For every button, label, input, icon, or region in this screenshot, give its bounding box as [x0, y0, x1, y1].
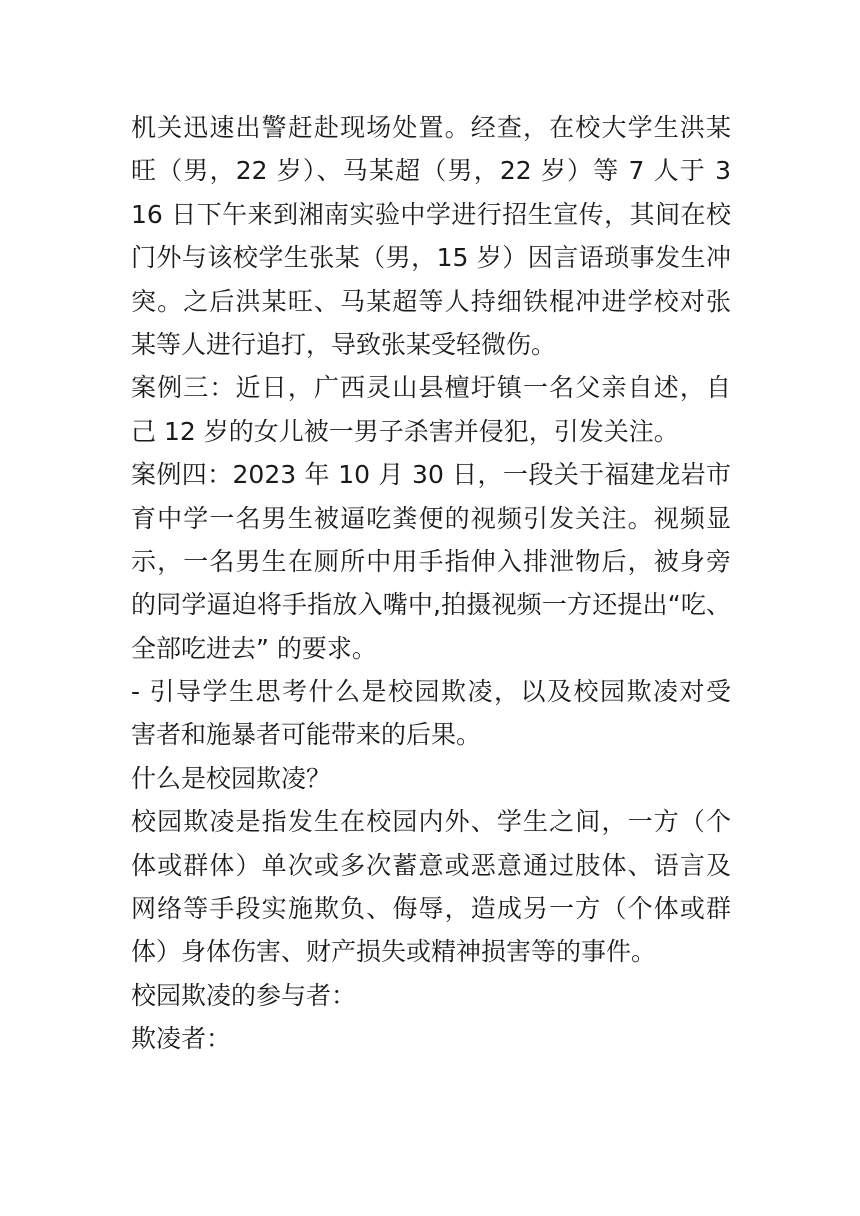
text-line: 旺（男，22 岁）、马某超（男，22 岁）等 7 人于 3: [131, 156, 731, 186]
text-line: 网络等手段实施欺负、侮辱，造成另一方（个体或群: [131, 894, 731, 924]
section-heading: 校园欺凌的参与者：: [131, 980, 357, 1010]
text-line: 己 12 岁的女儿被一男子杀害并侵犯，引发关注。: [131, 416, 679, 446]
text-line: 示，一名男生在厕所中用手指伸入排泄物后，被身旁: [131, 546, 731, 576]
text-line: 体或群体）单次或多次蓄意或恶意通过肢体、语言及: [131, 850, 731, 880]
section-heading: 欺凌者：: [131, 1024, 232, 1054]
text-line: 某等人进行追打，导致张某受轻微伤。: [131, 329, 557, 359]
text-line: - 引导学生思考什么是校园欺凌，以及校园欺凌对受: [131, 677, 731, 707]
text-line: 案例四：2023 年 10 月 30 日，一段关于福建龙岩市: [131, 460, 731, 490]
text-line: 全部吃进去” 的要求。: [131, 633, 377, 663]
text-line: 害者和施暴者可能带来的后果。: [131, 720, 482, 750]
text-line: 门外与该校学生张某（男，15 岁）因言语琐事发生冲: [131, 243, 731, 273]
text-line: 突。之后洪某旺、马某超等人持细铁棍冲进学校对张: [131, 286, 731, 316]
text-line: 体）身体伤害、财产损失或精神损害等的事件。: [131, 937, 657, 967]
document-body: [131, 106, 731, 1061]
text-line: 机关迅速出警赶赴现场处置。经查，在校大学生洪某: [131, 113, 731, 142]
text-line: 16 日下午来到湘南实验中学进行招生宣传，其间在校: [131, 199, 731, 229]
section-heading: 什么是校园欺凌？: [131, 763, 332, 793]
text-line: 育中学一名男生被逼吃粪便的视频引发关注。视频显: [131, 503, 731, 533]
text-line: 校园欺凌是指发生在校园内外、学生之间，一方（个: [131, 807, 731, 837]
text-line: 案例三：近日，广西灵山县檀圩镇一名父亲自述，自: [131, 373, 731, 403]
text-line: 的同学逼迫将手指放入嘴中,拍摄视频一方还提出“吃、: [131, 590, 731, 620]
